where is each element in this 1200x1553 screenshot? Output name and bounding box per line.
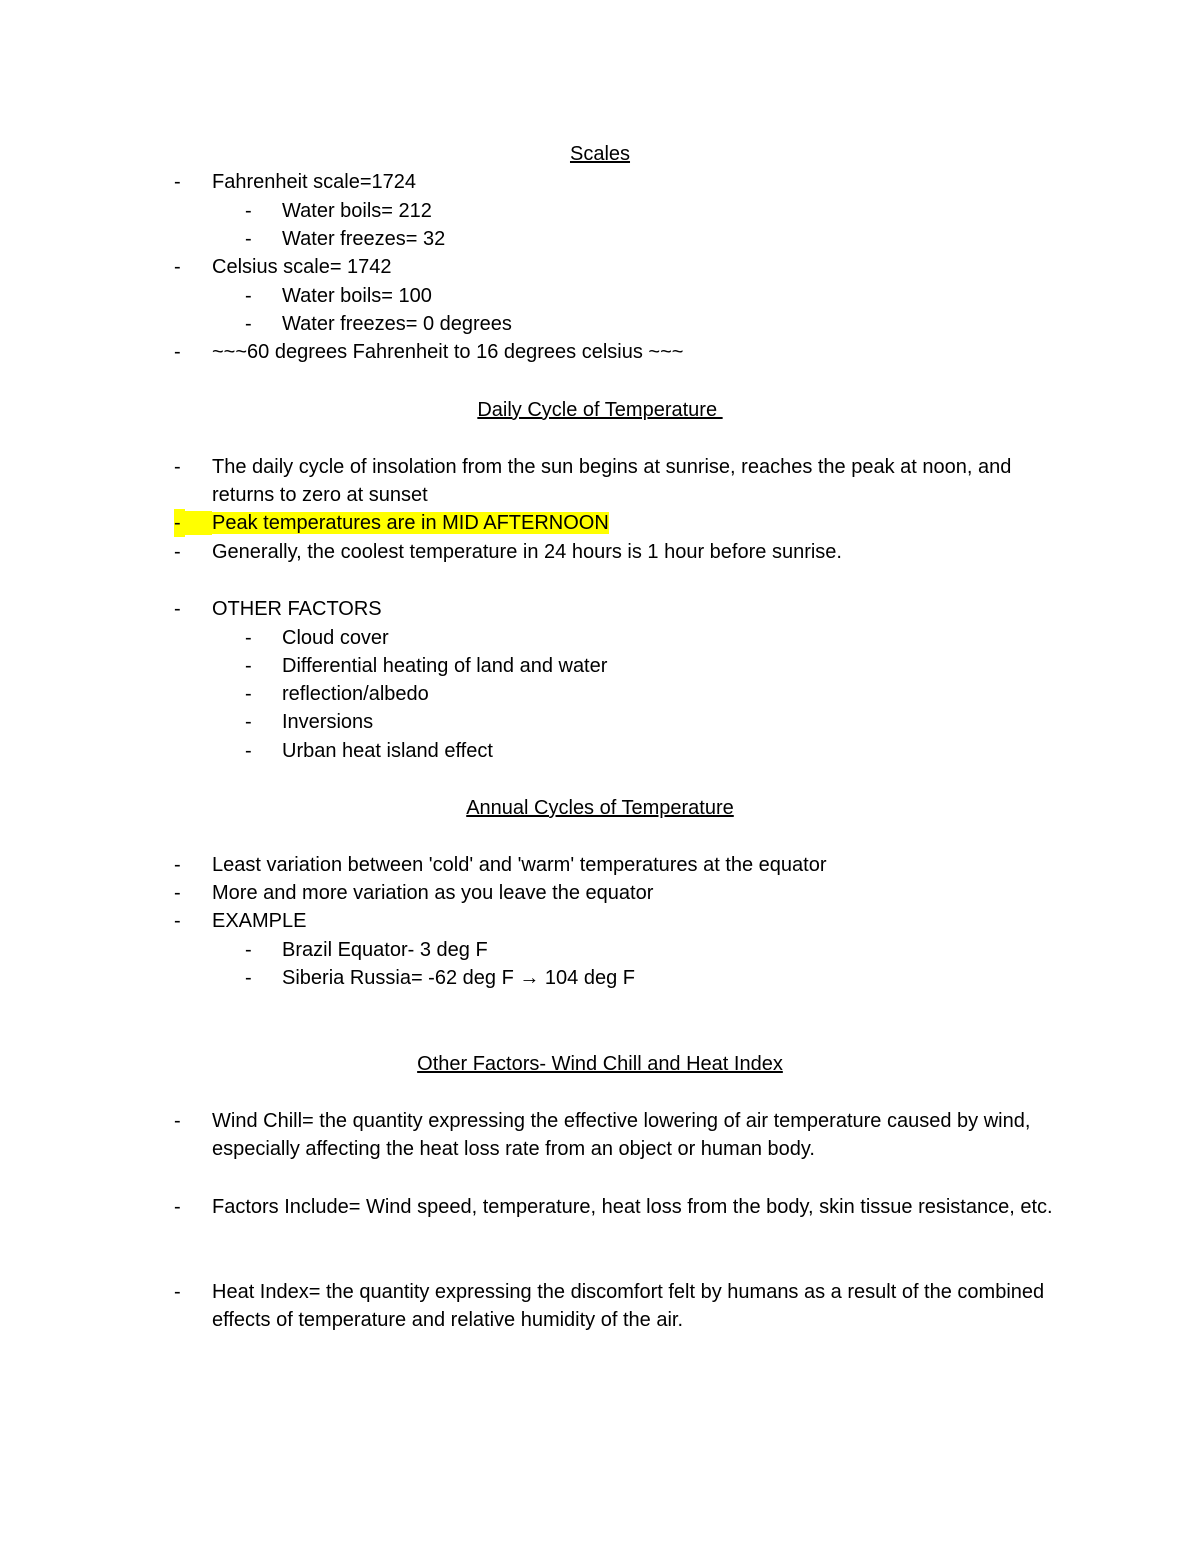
list-item: [174, 253, 1054, 281]
bullet-dash: -: [245, 939, 252, 961]
heading-scales: Scales: [569, 143, 631, 165]
bullet-dash: -: [174, 598, 181, 620]
list-item: [245, 624, 1045, 652]
bullet-dash: -: [174, 854, 181, 876]
bullet-dash: -: [245, 627, 252, 649]
list-item: [245, 680, 1045, 708]
list-item: [174, 538, 1054, 566]
list-item: [174, 1278, 1054, 1335]
list-item: [174, 338, 1054, 366]
bullet-dash: -: [174, 256, 181, 278]
list-item-text: Wind Chill= the quantity expressing the effective lowering of air temperature caused by wind, especially affecting the heat loss rate from an object or human body.: [212, 1110, 1031, 1161]
list-item-text: Differential heating of land and water: [282, 655, 608, 677]
list-item-text: Urban heat island effect: [282, 740, 493, 762]
list-item: [245, 652, 1045, 680]
list-item: [174, 453, 1054, 510]
list-item-text: Inversions: [282, 711, 374, 733]
bullet-dash: -: [174, 341, 181, 363]
list-item-text: Fahrenheit scale=1724: [212, 171, 417, 193]
bullet-dash: -: [245, 200, 252, 222]
list-item-text: Least variation between 'cold' and 'warm' temperatures at the equator: [212, 854, 827, 876]
list-item-text: reflection/albedo: [282, 683, 429, 705]
bullet-dash: -: [245, 228, 252, 250]
bullet-dash: -: [174, 1110, 181, 1132]
list-item-text: Peak temperatures are in MID AFTERNOON: [212, 512, 609, 534]
list-item: [174, 168, 1054, 196]
bullet-dash: -: [174, 509, 185, 537]
bullet-dash: -: [174, 910, 181, 932]
list-item: [245, 708, 1045, 736]
list-item: [245, 936, 1045, 964]
list-item: [245, 310, 1045, 338]
heading-daily-cycle: Daily Cycle of Temperature: [477, 399, 723, 421]
list-item-text: Heat Index= the quantity expressing the discomfort felt by humans as a result of the combined effects of temperature and relative humidity of the air.: [212, 1281, 1045, 1332]
list-item-text: More and more variation as you leave the equator: [212, 882, 654, 904]
list-item: [174, 1107, 1054, 1164]
list-item-text: Factors Include= Wind speed, temperature, heat loss from the body, skin tissue resistance, etc.: [212, 1196, 1053, 1218]
bullet-dash: -: [245, 655, 252, 677]
list-item: [174, 595, 1054, 623]
list-item-text: Generally, the coolest temperature in 24 hours is 1 hour before sunrise.: [212, 541, 842, 563]
list-item: [174, 907, 1054, 935]
list-item-text: Water boils= 212: [282, 200, 432, 222]
list-item: [174, 879, 1054, 907]
list-item-text: Water boils= 100: [282, 285, 432, 307]
list-item-text: Celsius scale= 1742: [212, 256, 392, 278]
bullet-dash: -: [174, 541, 181, 563]
bullet-dash: -: [245, 740, 252, 762]
list-item-text: The daily cycle of insolation from the sun begins at sunrise, reaches the peak at noon, and returns to zero at sunset: [212, 456, 1012, 507]
bullet-dash: -: [174, 1196, 181, 1218]
list-item-text: Water freezes= 32: [282, 228, 446, 250]
bullet-dash: -: [245, 313, 252, 335]
bullet-dash: -: [245, 711, 252, 733]
list-item-text: Siberia Russia= -62 deg F → 104 deg F: [282, 967, 635, 989]
list-item: [245, 282, 1045, 310]
list-item: [245, 197, 1045, 225]
list-item-text: EXAMPLE: [212, 910, 307, 932]
list-item-text: Cloud cover: [282, 627, 389, 649]
list-item-highlighted: [174, 509, 1054, 537]
list-item-text: Brazil Equator- 3 deg F: [282, 939, 488, 961]
bullet-dash: -: [174, 882, 181, 904]
bullet-dash: -: [174, 1281, 181, 1303]
list-item: [174, 1193, 1054, 1221]
bullet-dash: -: [245, 683, 252, 705]
list-item: [245, 737, 1045, 765]
list-item-text: Water freezes= 0 degrees: [282, 313, 512, 335]
list-item: [245, 225, 1045, 253]
list-item-text: OTHER FACTORS: [212, 598, 382, 620]
heading-other-factors: Other Factors- Wind Chill and Heat Index: [417, 1053, 783, 1075]
list-item-text: ~~~60 degrees Fahrenheit to 16 degrees celsius ~~~: [212, 341, 684, 363]
heading-annual-cycles: Annual Cycles of Temperature: [466, 797, 734, 819]
bullet-dash: -: [245, 285, 252, 307]
bullet-dash: -: [174, 171, 181, 193]
list-item: [174, 851, 1054, 879]
bullet-dash: -: [245, 967, 252, 989]
bullet-dash: -: [174, 456, 181, 478]
list-item: [245, 964, 1045, 992]
